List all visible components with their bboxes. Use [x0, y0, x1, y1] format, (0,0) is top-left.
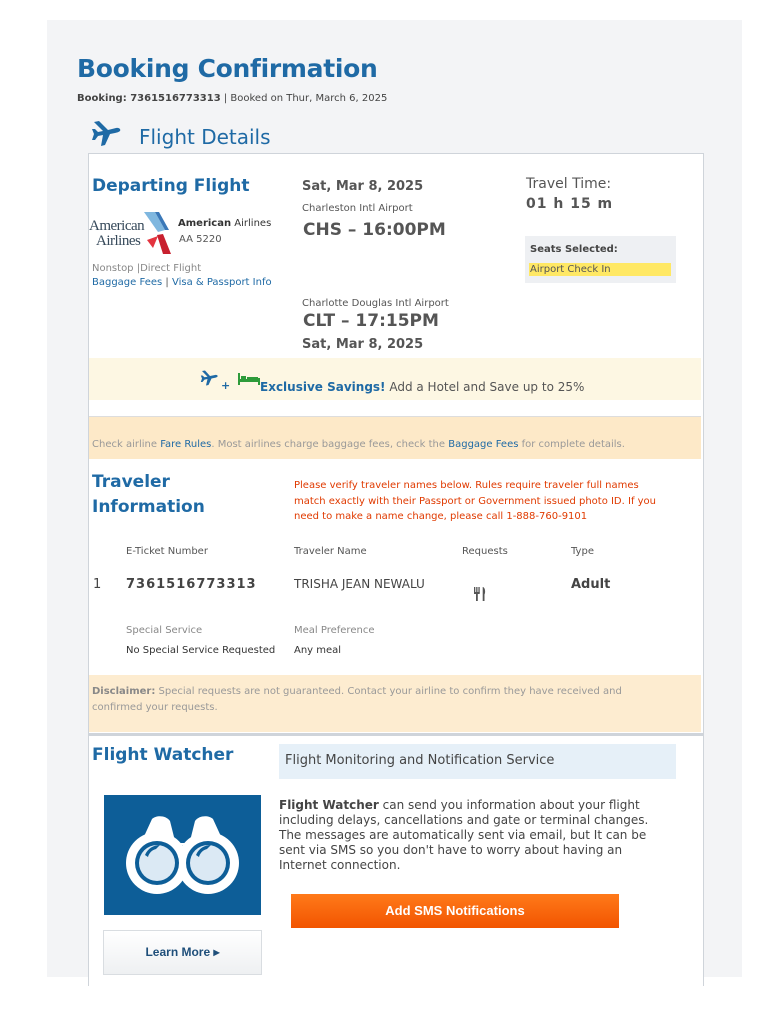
baggage-fees-link-2[interactable]: Baggage Fees	[448, 439, 519, 450]
travel-time-value: 01 h 15 m	[526, 196, 614, 212]
arrive-date: Sat, Mar 8, 2025	[302, 337, 424, 352]
arrive-airport: Charlotte Douglas Intl Airport	[302, 298, 449, 309]
binoculars-icon	[104, 795, 261, 915]
flight-details-title: Flight Details	[139, 125, 271, 149]
logo-text-2: Airlines	[96, 233, 141, 249]
airplane-icon	[200, 369, 220, 387]
flight-number: AA 5220	[179, 234, 222, 245]
disclaimer-label: Disclaimer:	[92, 686, 156, 697]
flight-symbol-icon	[143, 210, 175, 256]
flight-watcher-desc-body: can send you information about your flight including delays, cancellations and gate or terminal changes. The messages are automatically sent via email, but It can be sent via SMS so you don't have to worry about having an Internet connection.	[279, 798, 649, 872]
flight-watcher-title: Flight Watcher	[92, 745, 234, 765]
savings-plus: +	[221, 379, 231, 392]
seats-label: Seats Selected:	[530, 244, 618, 255]
arrive-time: CLT – 17:15PM	[303, 311, 439, 331]
airplane-icon	[91, 118, 123, 148]
disclaimer-text	[92, 684, 652, 715]
col-requests-header: Requests	[462, 546, 508, 557]
add-sms-notifications-button[interactable]: Add SMS Notifications	[291, 894, 619, 928]
link-separator: |	[162, 277, 172, 288]
fare-note-post: for complete details.	[518, 439, 625, 450]
departing-flight-title: Departing Flight	[92, 176, 250, 196]
eticket-number: 7361516773313	[126, 577, 257, 592]
col-type-header: Type	[571, 546, 594, 557]
travel-time-label: Travel Time:	[526, 176, 612, 192]
traveler-info-title: Traveler Information	[92, 472, 205, 517]
nonstop-label: Nonstop |Direct Flight	[92, 263, 202, 274]
depart-airport: Charleston Intl Airport	[302, 203, 413, 214]
special-service-label: Special Service	[126, 625, 203, 636]
traveler-index: 1	[93, 577, 102, 592]
traveler-type: Adult	[571, 577, 611, 592]
special-service-value: No Special Service Requested	[126, 645, 276, 656]
savings-text	[260, 380, 584, 394]
booked-on-date: | Booked on Thur, March 6, 2025	[220, 93, 388, 104]
col-ticket-header: E-Ticket Number	[126, 546, 208, 557]
flight-links	[92, 277, 272, 288]
fare-rules-band	[89, 416, 701, 459]
american-airlines-logo	[88, 208, 178, 258]
disclaimer-body: Special requests are not guaranteed. Contact your airline to confirm they have received and confirmed your requests.	[92, 686, 622, 713]
name-warning: Please verify traveler names below. Rules require traveler full names match exactly with their Passport or Government issued photo ID. If you need to make a name change, please call 1-888-760-9101	[294, 480, 657, 522]
booking-number: Booking: 7361516773313	[77, 93, 221, 104]
page-title: Booking Confirmation	[77, 54, 378, 83]
flight-watcher-desc-bold: Flight Watcher	[279, 798, 379, 812]
airline-name-bold: American	[178, 218, 232, 229]
learn-more-button[interactable]: Learn More ▸	[103, 930, 262, 975]
baggage-fees-link[interactable]: Baggage Fees	[92, 277, 163, 288]
visa-passport-link[interactable]: Visa & Passport Info	[171, 277, 272, 288]
col-name-header: Traveler Name	[294, 546, 367, 557]
seats-value: Airport Check In	[529, 263, 671, 276]
bed-icon	[238, 373, 260, 385]
traveler-name: TRISHA JEAN NEWALU	[294, 577, 425, 591]
savings-highlight: Exclusive Savings!	[260, 380, 386, 394]
flight-watcher-band-title: Flight Monitoring and Notification Service	[285, 753, 555, 768]
savings-description: Add a Hotel and Save up to 25%	[385, 380, 585, 394]
airline-name-rest: Airlines	[231, 218, 272, 229]
logo-text-1: American	[89, 218, 145, 234]
binoculars-image	[104, 795, 261, 915]
depart-date: Sat, Mar 8, 2025	[302, 179, 424, 194]
flight-watcher-description	[279, 798, 671, 873]
fare-rules-note	[92, 439, 625, 450]
fare-note-pre: Check airline	[92, 439, 161, 450]
meal-preference-value: Any meal	[294, 645, 342, 656]
meal-preference-label: Meal Preference	[294, 625, 375, 636]
booking-info	[77, 93, 387, 104]
fare-note-mid: . Most airlines charge baggage fees, check the	[211, 439, 449, 450]
depart-time: CHS – 16:00PM	[303, 220, 446, 240]
fork-knife-icon[interactable]	[472, 586, 488, 602]
airline-name	[178, 218, 271, 229]
fare-rules-link[interactable]: Fare Rules	[160, 439, 212, 450]
